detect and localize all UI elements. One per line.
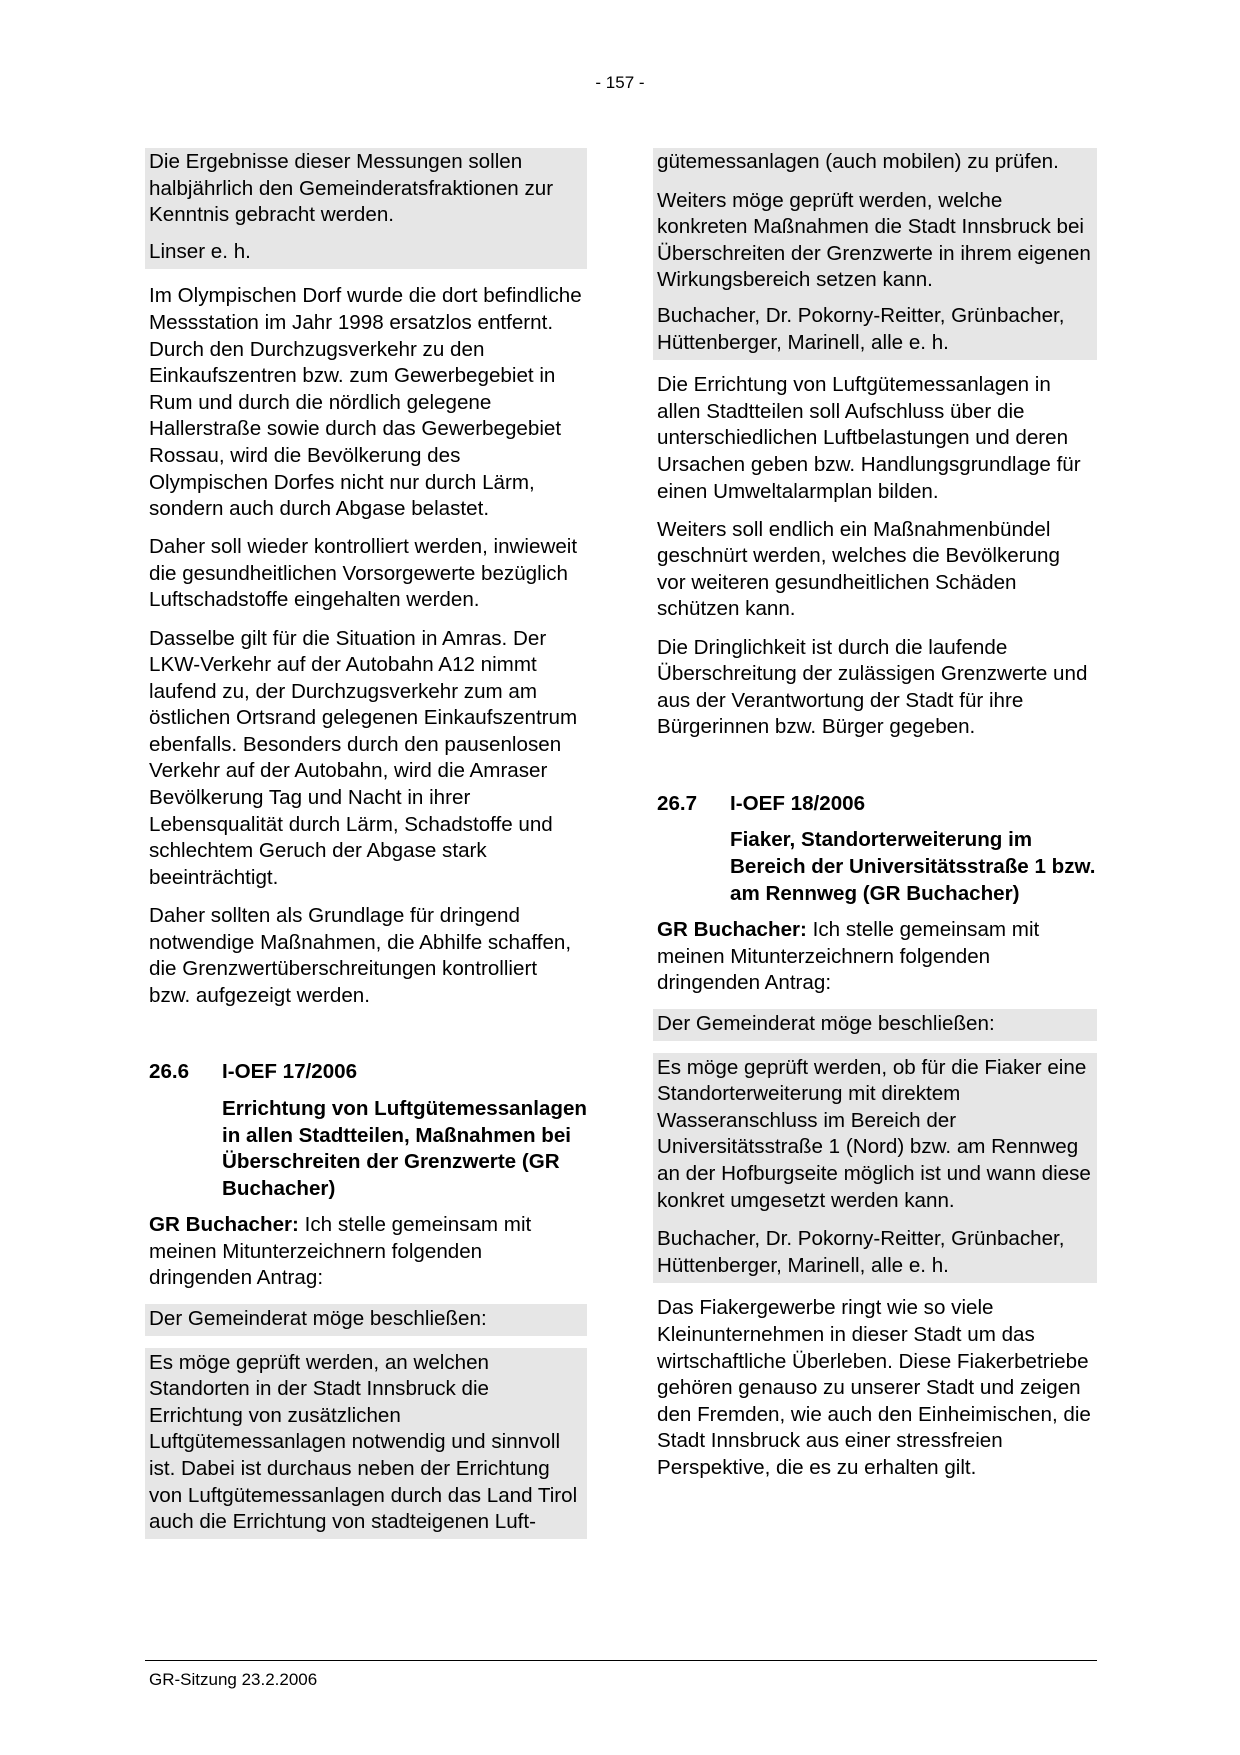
signatures-26-7: Buchacher, Dr. Pokorny-Reitter, Grünbacher, Hüttenberger, Marinell, alle e. h.: [653, 1217, 1097, 1283]
motion-text: Es möge geprüft werden, an welchen Standorten in der Stadt Innsbruck die Errichtung von zusätzlichen Luftgütemessanlagen notwendig und sinnvoll ist. Dabei ist durchaus neben der Errichtung von Luftgütemessanlagen durch das Land Tirol auch die Errichtung von stadteigenen Luft-: [145, 1348, 587, 1539]
fiaker-paragraph: Das Fiakergewerbe ringt wie so viele Kleinunternehmen in dieser Stadt um das wirtschaftliche Überleben. Diese Fiakerbetriebe gehören genauso zu unserer Stadt und zeigen den Fremden, wie auch den Einheimischen, die Stadt Innsbruck aus einer stressfreien Perspektive, die es zu erhalten gilt.: [657, 1296, 1091, 1479]
amras-paragraph: Dasselbe gilt für die Situation in Amras. Der LKW-Verkehr auf der Autobahn A12 nimmt laufend zu, der Durchzugsverkehr zum am östlichen Ortsrand gelegenen Einkaufszentrum ebenfalls. Besonders durch den pausenlosen Verkehr auf der Autobahn, wird die Amraser Bevölkerung Tag und Nacht in ihrer Lebensqualität durch Lärm, Schadstoffe und schlechtem Geruch der Abgase stark beeinträchtigt.: [149, 626, 578, 889]
justification-paragraph: Die Errichtung von Luftgütemessanlagen in allen Stadtteilen soll Aufschluss über die unterschiedlichen Luftbelastungen und deren Ursachen geben bzw. Handlungsgrundlage für einen Umweltalarmplan bilden.: [657, 373, 1081, 503]
olympic-village-paragraph: Im Olympischen Dorf wurde die dort befindliche Messstation im Jahr 1998 ersatzlos entfernt. Durch den Durchzugsverkehr zu den Einkaufszentren bzw. zum Gewerbegebiet in Rum und durch die nördlich gelegene Hallerstraße sowie durch das Gewerbegebiet Rossau, wird die Bevölkerung des Olympischen Dorfes nicht nur durch Lärm, sondern auch durch Abgase belastet.: [149, 284, 582, 521]
speaker-name: GR Buchacher:: [149, 1213, 299, 1237]
measures-paragraph: Weiters möge geprüft werden, welche konkreten Maßnahmen die Stadt Innsbruck bei Überschreiten der Grenzwerte in ihrem eigenen Wirkungsbereich setzen kann.: [653, 179, 1097, 303]
signature-linser: Linser e. h.: [145, 239, 587, 270]
section-title: Fiaker, Standorterweiterung im Bereich der Universitätsstraße 1 bzw. am Rennweg (GR Buchacher): [730, 828, 1096, 905]
section-number: 26.7: [657, 791, 698, 815]
footer: GR-Sitzung 23.2.2006: [149, 1670, 318, 1689]
section-heading-26-7: [653, 791, 1097, 818]
section-code: I-OEF 17/2006: [222, 1060, 358, 1084]
motion-text-continued: gütemessanlagen (auch mobilen) zu prüfen.: [653, 148, 1097, 179]
signatures-26-6: Buchacher, Dr. Pokorny-Reitter, Grünbacher, Hüttenberger, Marinell, alle e. h.: [653, 303, 1097, 360]
speaker-text: Ich stelle gemeinsam mit meinen Mitunterzeichnern folgenden dringenden Antrag:: [657, 918, 1040, 995]
speaker-name: GR Buchacher:: [657, 918, 807, 942]
measures-bundle-paragraph: Weiters soll endlich ein Maßnahmenbündel geschnürt werden, welches die Bevölkerung vor weiteren gesundheitlichen Schäden schützen kann.: [657, 517, 1060, 621]
section-title: Errichtung von Luftgütemessanlagen in allen Stadtteilen, Maßnahmen bei Überschreiten der Grenzwerte (GR Buchacher): [222, 1096, 588, 1200]
motion-intro: Der Gemeinderat möge beschließen:: [653, 1009, 1097, 1042]
measurement-results-paragraph: Die Ergebnisse dieser Messungen sollen halbjährlich den Gemeinderatsfraktionen zur Kenntnis gebracht werden.: [145, 148, 587, 239]
speaker-text: Ich stelle gemeinsam mit meinen Mitunterzeichnern folgenden dringenden Antrag:: [149, 1213, 532, 1290]
motion-text: Es möge geprüft werden, ob für die Fiaker eine Standorterweiterung mit direktem Wasseranschluss im Bereich der Universitätsstraße 1 (Nord) bzw. am Rennweg an der Hofburgseite möglich ist und wann diese konkret umgesetzt werden kann.: [653, 1053, 1097, 1218]
section-code: I-OEF 18/2006: [730, 791, 866, 815]
left-column: [145, 148, 587, 1539]
basis-paragraph: Daher sollten als Grundlage für dringend notwendige Maßnahmen, die Abhilfe schaffen, die Grenzwertüberschreitungen kontrolliert bzw. aufgezeigt werden.: [149, 903, 572, 1007]
speaker-paragraph: [145, 1212, 587, 1292]
section-heading-26-6: [145, 1059, 587, 1086]
urgency-paragraph: Die Dringlichkeit ist durch die laufende Überschreitung der zulässigen Grenzwerte und aus der Verantwortung der Stadt für ihre Bürgerinnen bzw. Bürger gegeben.: [657, 635, 1088, 739]
motion-intro: Der Gemeinderat möge beschließen:: [145, 1304, 587, 1337]
right-column: [653, 148, 1097, 1493]
speaker-paragraph: [653, 917, 1097, 997]
page-number: - 157 -: [595, 73, 645, 92]
section-number: 26.6: [149, 1060, 190, 1084]
control-paragraph: Daher soll wieder kontrolliert werden, inwieweit die gesundheitlichen Vorsorgewerte bezüglich Luftschadstoffe eingehalten werden.: [149, 535, 578, 612]
footer-divider: [145, 1660, 1097, 1661]
